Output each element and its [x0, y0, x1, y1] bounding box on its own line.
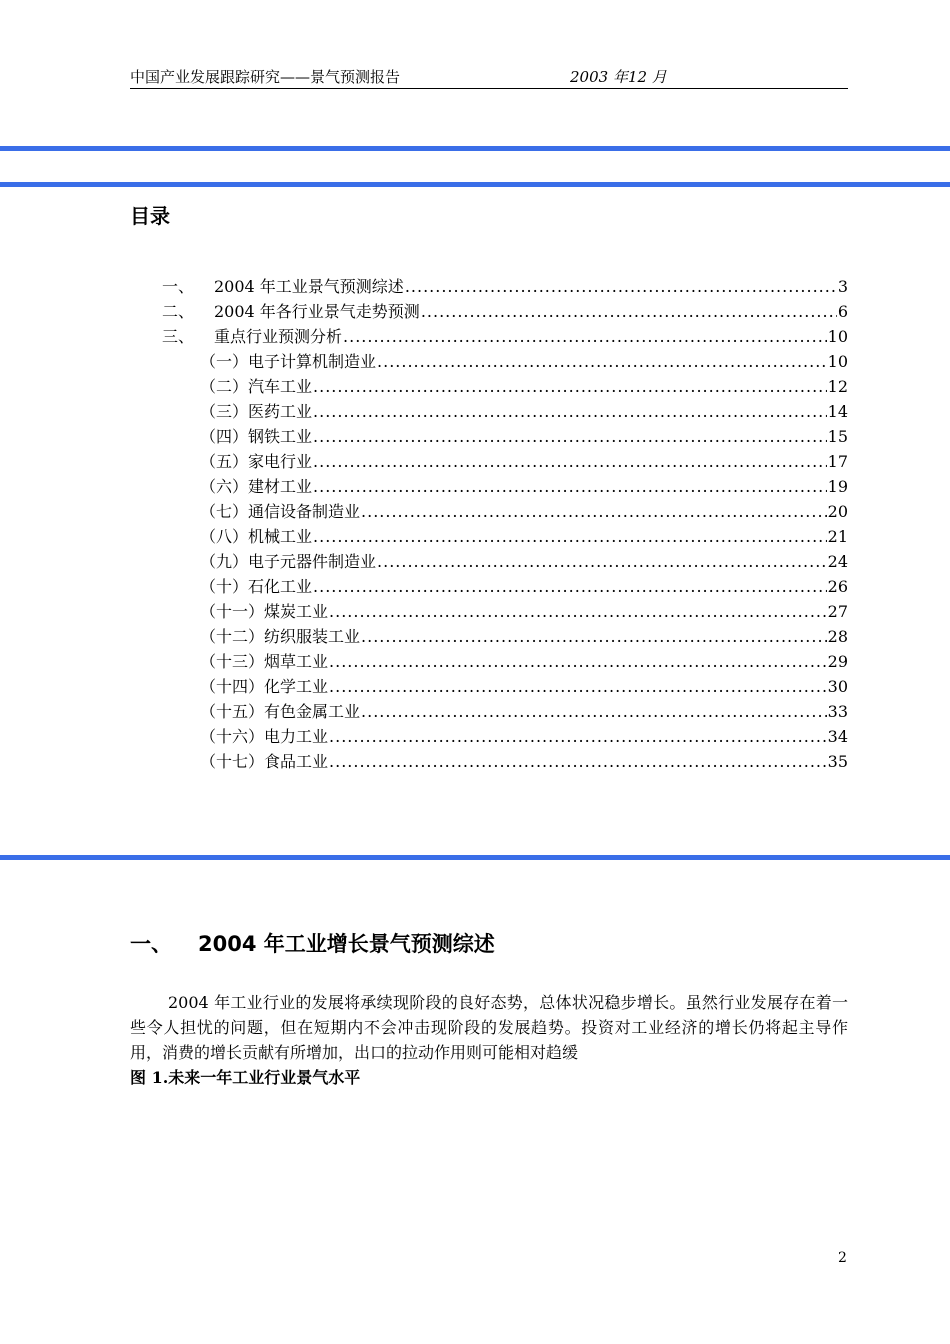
toc-leader-dots	[313, 574, 827, 599]
toc-entry-label: 煤炭工业	[264, 602, 329, 621]
toc-entry-number: （十）	[200, 577, 249, 596]
toc-entry[interactable]	[162, 324, 848, 349]
toc-rule	[0, 182, 950, 187]
toc-entry-page: 20	[827, 502, 848, 521]
toc-entry-number: （二）	[200, 377, 249, 396]
toc-leader-dots	[329, 724, 827, 749]
toc-entry-label: 汽车工业	[248, 377, 313, 396]
toc-entry-page: 10	[827, 352, 848, 371]
header-title: 中国产业发展跟踪研究——景气预测报告	[130, 68, 401, 86]
toc-entry-label: 钢铁工业	[248, 427, 313, 446]
toc-entry-page: 34	[827, 727, 848, 746]
toc-entry-number: 一、	[162, 277, 195, 296]
toc-entry[interactable]	[200, 499, 848, 524]
toc-entry-page: 33	[827, 702, 848, 721]
toc-leader-dots	[343, 324, 827, 349]
toc-entry[interactable]	[200, 649, 848, 674]
toc-entry-label: 有色金属工业	[264, 702, 361, 721]
toc-leader-dots	[313, 524, 827, 549]
toc-leader-dots	[361, 624, 827, 649]
toc-entry-number: （七）	[200, 502, 249, 521]
toc-leader-dots	[361, 499, 827, 524]
toc-entry-number: （十四）	[200, 677, 265, 696]
toc-entry-number: 三、	[162, 327, 195, 346]
toc-entry-number: （五）	[200, 452, 249, 471]
toc-leader-dots	[377, 349, 827, 374]
toc-entry-label: 医药工业	[248, 402, 313, 421]
figure-caption: 图 1.未来一年工业行业景气水平	[130, 1068, 361, 1087]
toc-leader-dots	[377, 549, 827, 574]
toc-entry-page: 27	[827, 602, 848, 621]
toc-entry-label: 家电行业	[248, 452, 313, 471]
toc-entry-page: 3	[837, 277, 848, 296]
toc-entry-number: （十六）	[200, 727, 265, 746]
toc-entry-number: （四）	[200, 427, 249, 446]
toc-entry[interactable]	[200, 674, 848, 699]
toc-leader-dots	[361, 699, 827, 724]
body-paragraph: 2004 年工业行业的发展将承续现阶段的良好态势，总体状况稳步增长。虽然行业发展存在着一些令人担忧的问题，但在短期内不会冲击现阶段的发展趋势。投资对工业经济的增长仍将起主导作用，消费的增长贡献有所增加，出口的拉动作用则可能相对趋缓	[130, 993, 848, 1062]
toc-entry-number: 二、	[162, 302, 195, 321]
toc-entry[interactable]	[200, 349, 848, 374]
toc-entry[interactable]	[162, 299, 848, 324]
toc-entry[interactable]	[200, 424, 848, 449]
toc-entry-page: 17	[827, 452, 848, 471]
toc-leader-dots	[421, 299, 837, 324]
toc-entry-label: 电力工业	[264, 727, 329, 746]
toc-entry-page: 19	[827, 477, 848, 496]
section-rule	[0, 855, 950, 860]
toc-leader-dots	[313, 399, 827, 424]
toc-leader-dots	[329, 674, 827, 699]
toc-entry[interactable]	[200, 574, 848, 599]
toc-entry-number: （十一）	[200, 602, 265, 621]
toc-entry-number: （十五）	[200, 702, 265, 721]
toc-entry-label: 食品工业	[264, 752, 329, 771]
toc-entry-page: 28	[827, 627, 848, 646]
toc-entry-page: 30	[827, 677, 848, 696]
toc-entry-label: 2004 年各行业景气走势预测	[214, 302, 420, 321]
toc-leader-dots	[329, 649, 827, 674]
toc-entry-number: （十七）	[200, 752, 265, 771]
section-heading	[130, 928, 495, 958]
toc-entry-label: 烟草工业	[264, 652, 329, 671]
page-header	[130, 64, 848, 89]
toc-entry[interactable]	[200, 599, 848, 624]
toc-entry-number: （六）	[200, 477, 249, 496]
toc-entry[interactable]	[200, 624, 848, 649]
toc-entry-page: 15	[827, 427, 848, 446]
section-title: 2004 年工业增长景气预测综述	[198, 932, 495, 956]
toc-entry-page: 14	[827, 402, 848, 421]
toc-entry[interactable]	[200, 449, 848, 474]
toc-entry-number: （九）	[200, 552, 249, 571]
toc-entry[interactable]	[200, 399, 848, 424]
toc-entry-label: 机械工业	[248, 527, 313, 546]
toc-leader-dots	[329, 599, 827, 624]
top-rule	[0, 146, 950, 151]
toc-entry-page: 12	[827, 377, 848, 396]
toc-entry[interactable]	[162, 274, 848, 299]
toc-leader-dots	[313, 424, 827, 449]
toc-entry-number: （一）	[200, 352, 249, 371]
toc-leader-dots	[313, 374, 827, 399]
header-date: 2003 年12 月	[570, 68, 667, 86]
toc-entry-page: 26	[827, 577, 848, 596]
toc-leader-dots	[313, 449, 827, 474]
toc-leader-dots	[405, 274, 837, 299]
toc-entry-label: 电子计算机制造业	[248, 352, 377, 371]
toc-entry[interactable]	[200, 749, 848, 774]
toc-entry-label: 通信设备制造业	[248, 502, 361, 521]
toc-entry-number: （十二）	[200, 627, 265, 646]
toc-entry-page: 29	[827, 652, 848, 671]
section-number: 一、	[130, 932, 172, 956]
page-number: 2	[838, 1250, 847, 1266]
toc-leader-dots	[313, 474, 827, 499]
toc-entry-label: 化学工业	[264, 677, 329, 696]
toc-entry-label: 重点行业预测分析	[214, 327, 343, 346]
toc-entry[interactable]	[200, 474, 848, 499]
toc-entry[interactable]	[200, 724, 848, 749]
toc-entry-number: （十三）	[200, 652, 265, 671]
toc-entry-label: 2004 年工业景气预测综述	[214, 277, 404, 296]
toc-entry[interactable]	[200, 524, 848, 549]
toc-entry-page: 10	[827, 327, 848, 346]
toc-entry-label: 纺织服装工业	[264, 627, 361, 646]
toc-entry-page: 21	[827, 527, 848, 546]
toc-entry[interactable]	[200, 549, 848, 574]
toc-entry-page: 24	[827, 552, 848, 571]
toc-entry-label: 建材工业	[248, 477, 313, 496]
toc-entry-label: 电子元器件制造业	[248, 552, 377, 571]
toc-entry-page: 6	[837, 302, 848, 321]
toc-entry[interactable]	[200, 699, 848, 724]
toc-entry-number: （八）	[200, 527, 249, 546]
toc-entry[interactable]	[200, 374, 848, 399]
toc-heading: 目录	[130, 204, 170, 228]
toc-entry-label: 石化工业	[248, 577, 313, 596]
toc-leader-dots	[329, 749, 827, 774]
toc-entry-page: 35	[827, 752, 848, 771]
toc-entry-number: （三）	[200, 402, 249, 421]
